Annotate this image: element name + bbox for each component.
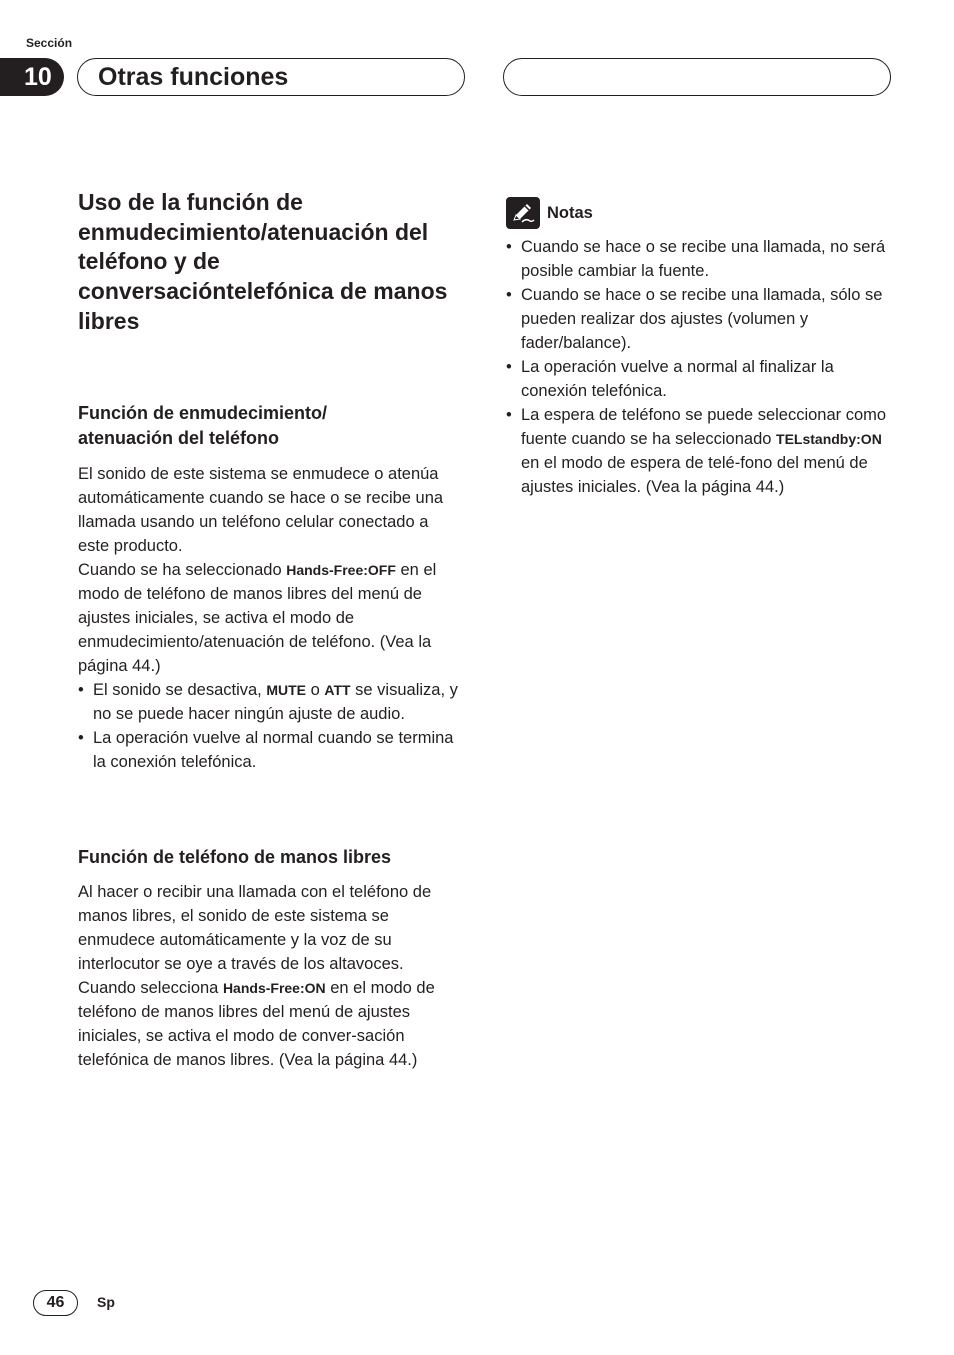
main-heading: Uso de la función de enmudecimiento/atenuación del teléfono y de conversacióntelefónica de manos libres <box>78 189 448 334</box>
notes-list <box>506 235 891 499</box>
mute-bullet-1 <box>78 678 463 726</box>
mute-paragraph-2 <box>78 558 463 678</box>
mute-para2-before: Cuando se ha seleccionado <box>78 561 287 579</box>
mute-bullet1-before: El sonido se desactiva, <box>93 681 267 699</box>
notes-body <box>506 235 891 499</box>
mute-para2-after: en el modo de teléfono de manos libres del menú de ajustes iniciales, se activa el modo de enmudecimiento/atenuación de teléfono. (Vea la página 44.) <box>78 561 437 675</box>
mute-indicator: MUTE <box>266 682 307 698</box>
mute-bullet-list <box>78 678 463 774</box>
handsfree-paragraph-1: Al hacer o recibir una llamada con el teléfono de manos libres, el sonido de este sistema se enmudece automáticamente y la voz de su interlocutor se oye a través de los altavoces. <box>78 883 432 973</box>
note-item-4 <box>506 403 891 499</box>
mute-bullet1-mid: o <box>306 681 325 699</box>
handsfree-off-setting: Hands-Free:OFF <box>286 562 396 578</box>
pencil-note-icon <box>506 197 540 229</box>
mute-heading-line1: Función de enmudecimiento/ <box>78 403 328 423</box>
handsfree-on-setting: Hands-Free:ON <box>222 980 326 996</box>
handsfree-paragraph-2 <box>78 976 463 1072</box>
section-label: Sección <box>26 36 73 50</box>
mute-bullet-2: • La operación vuelve al normal cuando se termina la conexión telefónica. <box>78 726 463 774</box>
handsfree-para2-before: Cuando selecciona <box>78 979 223 997</box>
header-empty-box <box>503 58 891 96</box>
handsfree-para2-after: en el modo de teléfono de manos libres del menú de ajustes iniciales, se activa el modo de conver-sación telefónica de manos libres. (Vea la página 44.) <box>78 979 435 1069</box>
note-item-2: • Cuando se hace o se recibe una llamada, sólo se pueden realizar dos ajustes (volumen y fader/balance). <box>506 283 891 355</box>
mute-bullet1-after: se visualiza, y no se puede hacer ningún ajuste de audio. <box>93 681 458 723</box>
mute-section-heading <box>78 401 468 451</box>
section-title: Otras funciones <box>77 58 465 96</box>
mute-paragraph-1: El sonido de este sistema se enmudece o atenúa automáticamente cuando se hace o se recibe una llamada usando un teléfono celular conectado a este producto. <box>78 465 444 555</box>
mute-heading-line2: atenuación del teléfono <box>78 428 280 448</box>
note4-before: La espera de teléfono se puede seleccionar como fuente cuando se ha seleccionado <box>521 406 887 448</box>
notes-header <box>506 197 593 229</box>
handsfree-section-heading: Función de teléfono de manos libres <box>78 847 392 867</box>
note-item-3: • La operación vuelve a normal al finalizar la conexión telefónica. <box>506 355 891 403</box>
att-indicator: ATT <box>324 682 351 698</box>
note4-after: en el modo de espera de telé-fono del menú de ajustes iniciales. (Vea la página 44.) <box>521 454 868 496</box>
tel-standby-setting: TELstandby:ON <box>776 431 882 447</box>
note-item-1: • Cuando se hace o se recibe una llamada, no será posible cambiar la fuente. <box>506 235 891 283</box>
section-number-badge: 10 <box>0 58 64 96</box>
mute-section-body <box>78 462 463 774</box>
page-number: 46 <box>33 1290 78 1316</box>
handsfree-section-body <box>78 880 463 1072</box>
notes-label: Notas <box>547 203 593 222</box>
language-code: Sp <box>97 1294 115 1310</box>
